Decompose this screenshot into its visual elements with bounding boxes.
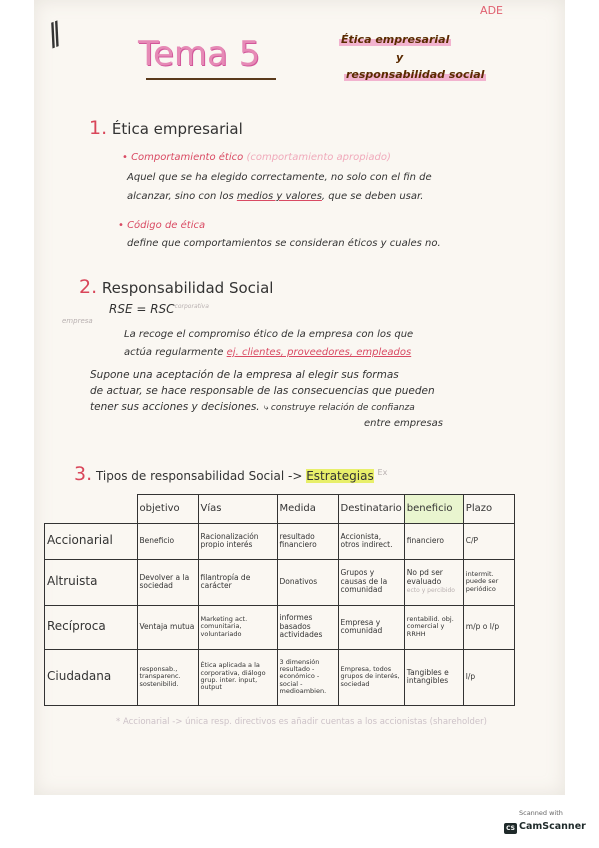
beneficio-subtext: ecto y percibido [406,587,455,595]
table-header: Medida [277,495,338,524]
corner-mark: ADE [480,4,503,17]
cell-plazo: l/p [463,649,514,705]
beneficio-text: No pd ser evaluado [406,568,443,586]
section2-line2: actúa regularmente ej. clientes, proveedores, empleados [124,347,412,358]
table-header: Plazo [463,495,514,524]
table-row [45,649,515,705]
row-name: Recíproca [45,605,138,649]
page-title: Tema 5 [138,34,261,74]
topic-line-2: y [396,51,404,64]
section2-line1: La recoge el compromiso ético de la empresa con los que [124,329,414,340]
table-row [45,559,515,605]
topic-line-3: responsabilidad social [346,68,485,81]
table-row [45,523,515,559]
section2-line5: tener sus acciones y decisiones. ⤷ construye relación de confianza [90,401,415,413]
table-header-row [45,495,515,524]
camscanner-stamp [501,809,585,839]
section3-heading: 3. Tipos de responsabilidad Social -> Estrategias $^{Ex}$ [74,463,388,485]
cell-medida: 3 dimensión resultado -económico -social -medioambien. [277,649,338,705]
cell-destinatario: Empresa, todos grupos de interés, sociedad [338,649,404,705]
table-footnote: * Accionarial -> única resp. directivos es añadir cuentas a los accionistas (shareholder) [116,717,487,727]
section1-bullet2-line: define que comportamientos se consideran éticos y cuales no. [127,238,441,249]
cell-destinatario: Accionista, otros indirect. [338,523,404,559]
section1-bullet1-line2: alcanzar, sino con los medios y valores, que se deben usar. [127,191,424,202]
title-underline [146,78,276,80]
table-header: Vías [198,495,277,524]
cell-medida: resultado financiero [277,523,338,559]
strategies-table [44,494,515,706]
cell-beneficio: Tangibles e intangibles [404,649,463,705]
cell-vias: Racionalización propio interés [198,523,277,559]
cell-objetivo: Beneficio [137,523,198,559]
stamp-brand: CamScanner [519,821,586,832]
cell-objetivo: Ventaja mutua [137,605,198,649]
cell-vias: Ética aplicada a la corporativa, diálogo grup. inter. input, output [198,649,277,705]
cell-vias: Marketing act. comunitaria, voluntariado [198,605,277,649]
section1-bullet2: • Código de ética [118,220,206,231]
section1-bullet1: • Comportamiento ético (comportamiento apropiado) [122,152,391,163]
section2-margin-note: empresa [62,317,93,325]
cell-beneficio [404,559,463,605]
notebook-page [34,0,565,795]
margin-slashes: // [42,17,62,54]
cell-medida: Donativos [277,559,338,605]
cell-plazo: m/p o l/p [463,605,514,649]
cell-objetivo: Devolver a la sociedad [137,559,198,605]
cell-beneficio: rentabilid. obj. comercial y RRHH [404,605,463,649]
cell-medida: informes basados actividades [277,605,338,649]
cell-destinatario: Empresa y comunidad [338,605,404,649]
section2-line4: de actuar, se hace responsable de las consecuencias que pueden [90,385,435,397]
camscanner-logo-icon: CS [504,823,517,834]
cell-beneficio: financiero [404,523,463,559]
table-header-empty [45,495,138,524]
cell-vias: filantropía de carácter [198,559,277,605]
row-name: Accionarial [45,523,138,559]
cell-destinatario: Grupos y causas de la comunidad [338,559,404,605]
table-row [45,605,515,649]
stamp-caption: Scanned with [519,809,563,817]
cell-plazo: C/P [463,523,514,559]
section2-line6: entre empresas [364,418,443,429]
topic-line-1: Ética empresarial [341,33,450,46]
row-name: Altruista [45,559,138,605]
table-header: objetivo [137,495,198,524]
section2-formula: RSE = $RSC^{corporativa}$ [109,302,209,316]
table-header: beneficio [404,495,463,524]
section2-heading: 2. Responsabilidad Social [79,276,274,298]
section1-bullet1-line1: Aquel que se ha elegido correctamente, no solo con el fin de [127,172,432,183]
row-name: Ciudadana [45,649,138,705]
table-header: Destinatario [338,495,404,524]
cell-objetivo: responsab., transparenc. sostenibilid. [137,649,198,705]
cell-plazo: intermit. puede ser periódico [463,559,514,605]
section2-line3: Supone una aceptación de la empresa al elegir sus formas [90,369,399,381]
section1-heading: 1. Ética empresarial [89,117,243,139]
